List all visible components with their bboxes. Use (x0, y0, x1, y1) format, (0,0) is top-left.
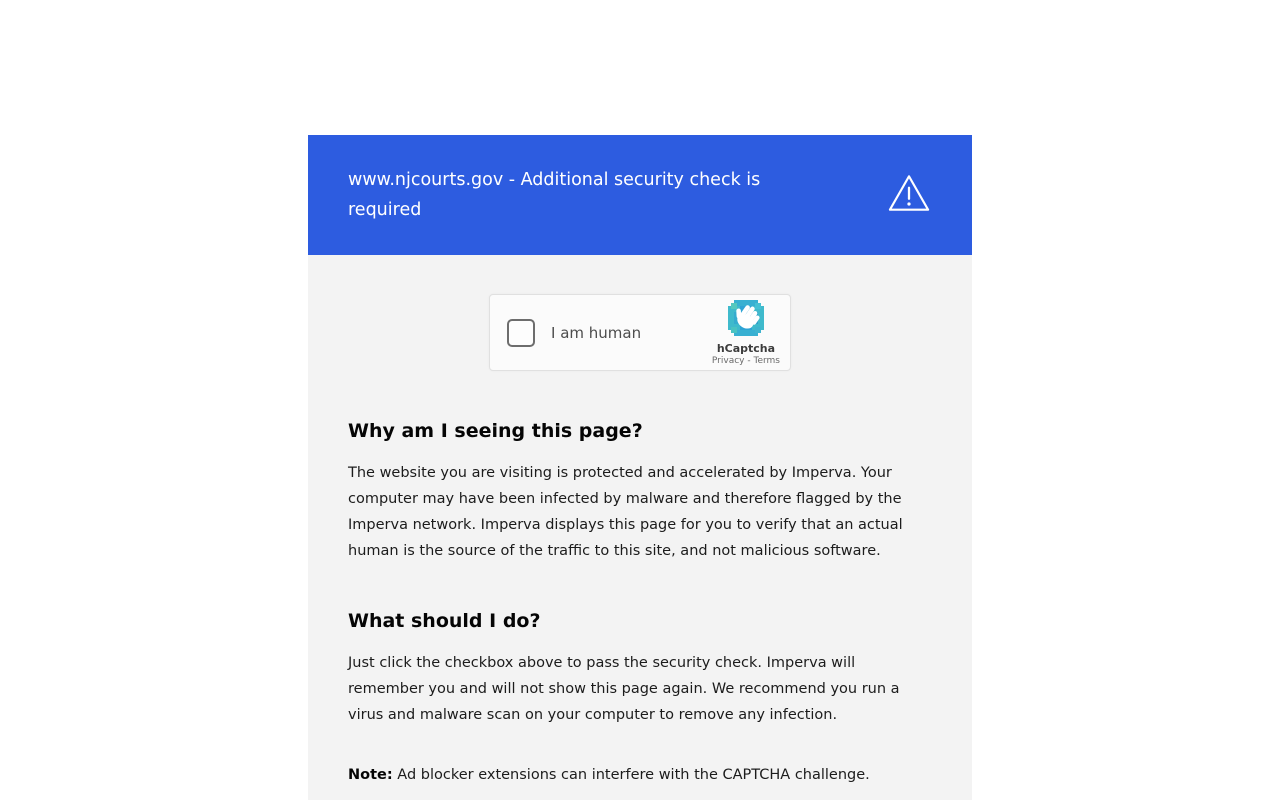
section-heading-what: What should I do? (348, 610, 541, 632)
captcha-checkbox-group (507, 319, 641, 347)
captcha-checkbox-label: I am human (551, 323, 642, 342)
note-label: Note: (348, 767, 393, 783)
hcaptcha-brand-name: hCaptcha (716, 341, 776, 355)
section-body-what: Just click the checkbox above to pass the security check. Imperva will remember you and will not show this page again. We recommend you run a virus and malware scan on your computer to remove any infection. (348, 655, 900, 723)
hcaptcha-widget (489, 294, 791, 371)
terms-link[interactable]: Terms (753, 355, 780, 366)
security-check-body (308, 255, 972, 800)
hcaptcha-logo-icon[interactable] (728, 300, 764, 339)
security-check-card (308, 135, 972, 800)
page-title: www.njcourts.gov - Additional security check is required (348, 170, 761, 220)
hcaptcha-links (712, 357, 780, 366)
section-body-why: The website you are visiting is protected and accelerated by Imperva. Your computer may have been infected by malware and therefore flagged by the Imperva network. Imperva displays this page for you to verify that an actual human is the source of the traffic to this site, and not malicious software. (348, 465, 903, 559)
privacy-link[interactable]: Privacy (711, 355, 745, 366)
section-heading-why: Why am I seeing this page? (348, 420, 643, 442)
note-paragraph (348, 762, 932, 788)
links-separator: - (744, 355, 754, 366)
explanation-content (348, 332, 932, 788)
note-text: Ad blocker extensions can interfere with the CAPTCHA challenge. (392, 767, 870, 783)
warning-triangle-icon (886, 172, 932, 218)
hcaptcha-branding (712, 300, 780, 366)
captcha-checkbox[interactable] (507, 319, 535, 347)
security-check-header (308, 135, 972, 255)
